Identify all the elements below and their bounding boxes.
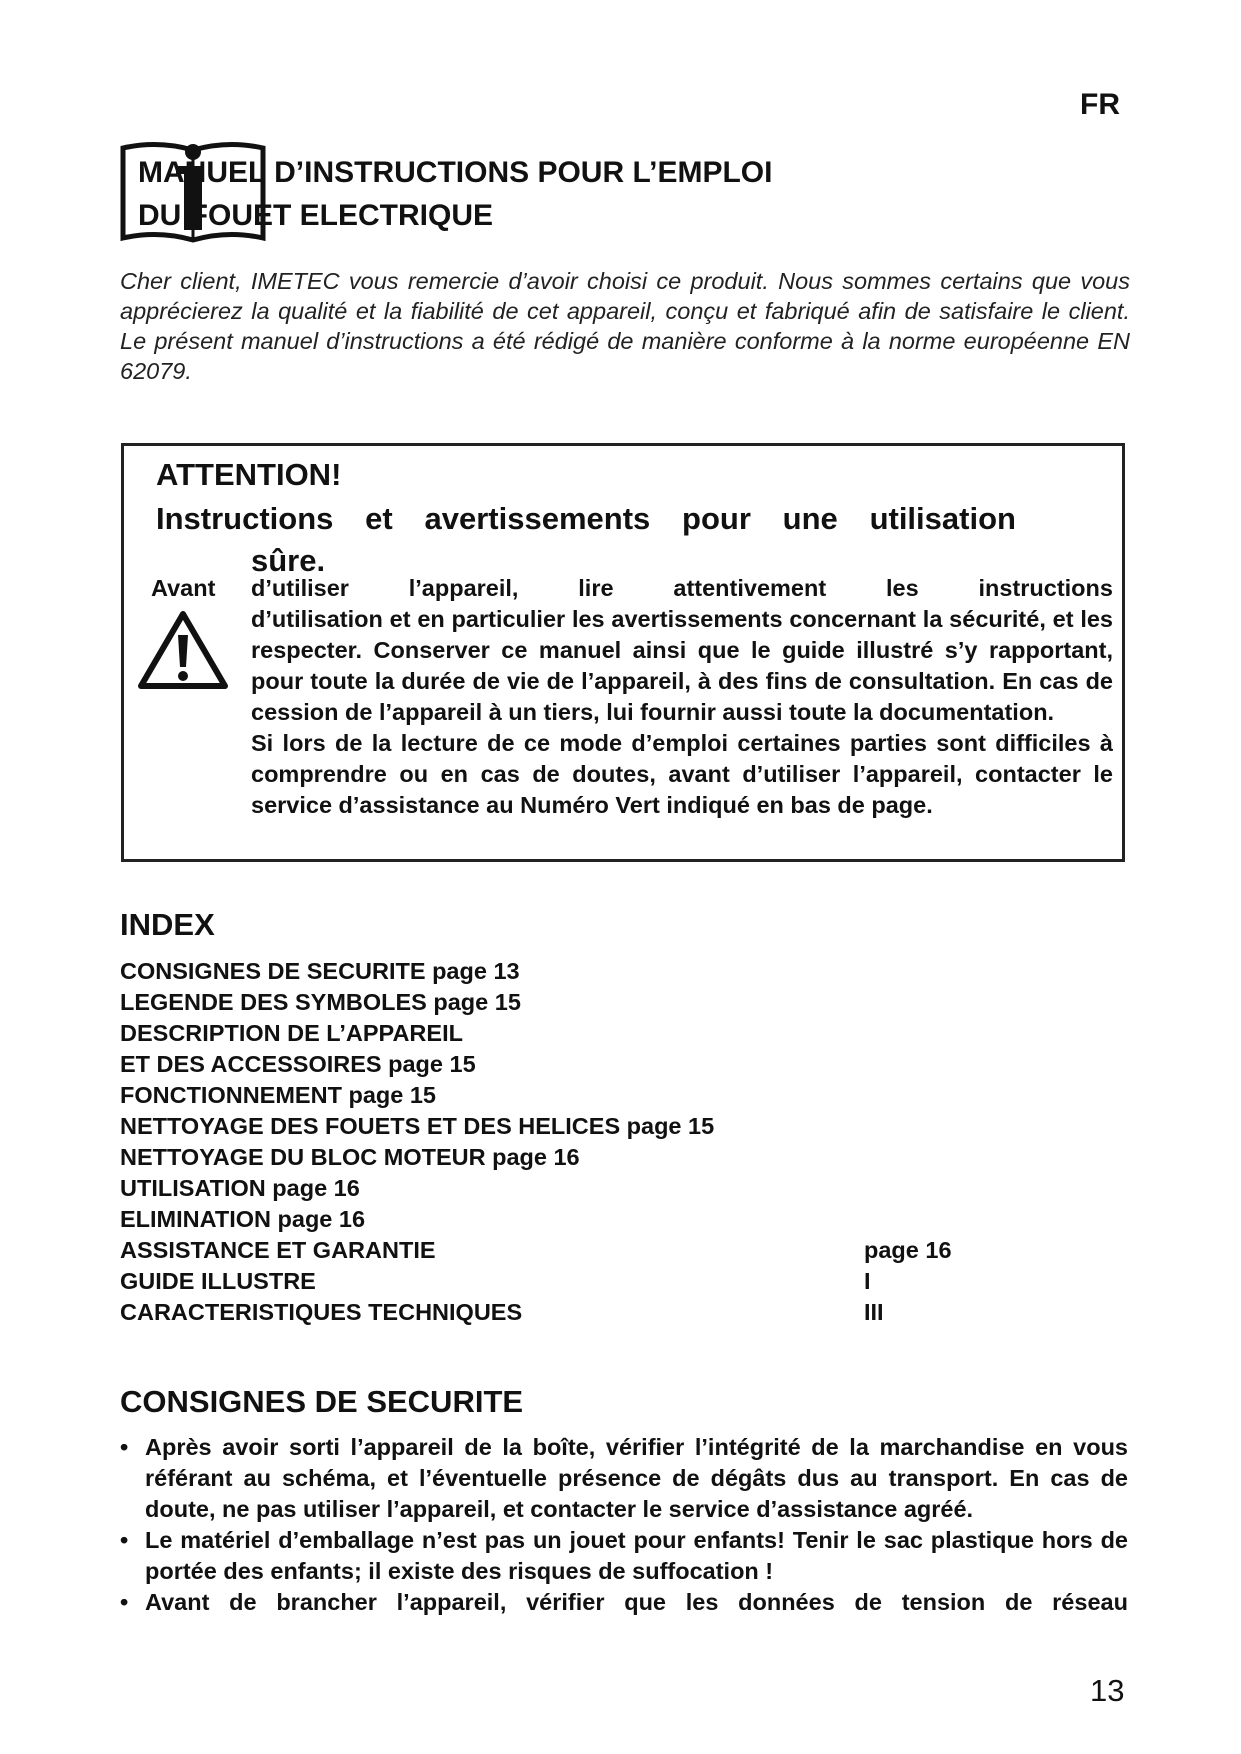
attention-subtitle-end: sûre. — [251, 543, 326, 578]
title-line-2: DU FOUET ELECTRIQUE — [138, 199, 494, 232]
page-number: 13 — [1090, 1673, 1125, 1708]
index-entry: CONSIGNES DE SECURITE page 13 — [120, 958, 520, 984]
index-entry: FONCTIONNEMENT page 15 — [120, 1082, 436, 1108]
safety-bullet — [120, 1432, 1128, 1525]
lead-word: les — [885, 575, 919, 601]
bullet-text: Après avoir sorti l’appareil de la boîte, vérifier l’intégrité de la marchandise en vous référant au schéma, et l’éventuelle présence de dégâts dus au transport. En cas de doute, ne pas utiliser l’appareil, et contacter le service d’assistance agréé. — [145, 1434, 1128, 1522]
attention-heading: ATTENTION! — [156, 457, 342, 492]
attention-lead-line — [251, 573, 1113, 604]
bullet-word: réseau — [1052, 1589, 1128, 1615]
index-row — [120, 956, 1000, 987]
index-entry: NETTOYAGE DES FOUETS ET DES HELICES page 15 — [120, 1113, 715, 1139]
index-row — [120, 1049, 1000, 1080]
attention-body — [251, 573, 1113, 821]
bullet-last-line — [145, 1587, 1128, 1618]
bullet-dot: • — [120, 1434, 129, 1460]
safety-list — [120, 1432, 1128, 1618]
attention-paragraph-1: d’utilisation et en particulier les avertissements concernant la sécurité, et les respecter. Conserver ce manuel ainsi que le guide illustré s’y rapportant, pour toute la durée de vie de l’appareil, à des fins de consultation. En cas de cession de l’appareil à un tiers, lui fournir aussi toute la documentation. — [251, 606, 1113, 725]
index-row — [120, 1266, 1000, 1297]
attention-subtitle-line — [156, 498, 1016, 540]
index-entry: ET DES ACCESSOIRES page 15 — [120, 1051, 476, 1077]
index-page-ref: III — [864, 1299, 884, 1325]
index-row — [120, 987, 1000, 1018]
index-entry: DESCRIPTION DE L’APPAREIL — [120, 1020, 463, 1046]
index-row — [120, 1297, 1000, 1328]
index-entry: LEGENDE DES SYMBOLES page 15 — [120, 989, 521, 1015]
attention-paragraph-2: Si lors de la lecture de ce mode d’emploi certaines parties sont difficiles à comprendre ou en cas de doutes, avant d’utiliser l’appareil, contacter le service d’assistance au Numéro Vert indiqué en bas de page. — [251, 730, 1113, 818]
safety-title: CONSIGNES DE SECURITE — [120, 1384, 524, 1419]
bullet-word: brancher — [276, 1589, 377, 1615]
index-entry: ASSISTANCE ET GARANTIE — [120, 1237, 436, 1263]
bullet-word: données — [738, 1589, 835, 1615]
index-entry: CARACTERISTIQUES TECHNIQUES — [120, 1299, 523, 1325]
intro-paragraph: Cher client, IMETEC vous remercie d’avoir choisi ce produit. Nous sommes certains que vous apprécierez la qualité et la fiabilité de cet appareil, conçu et fabriqué afin de satisfaire le client. Le présent manuel d’instructions a été rédigé de manière conforme à la norme européenne EN 62079. — [120, 268, 1130, 384]
bullet-word: de — [1004, 1589, 1033, 1615]
attention-box — [121, 443, 1125, 862]
bullet-text: Le matériel d’emballage n’est pas un jouet pour enfants! Tenir le sac plastique hors de portée des enfants; il existe des risques de suffocation ! — [145, 1527, 1128, 1584]
bullet-word: tension — [901, 1589, 986, 1615]
index-row — [120, 1204, 1000, 1235]
index-row — [120, 1142, 1000, 1173]
index-row — [120, 1111, 1000, 1142]
attention-subtitle — [156, 498, 1016, 582]
index-entry: UTILISATION page 16 — [120, 1175, 360, 1201]
index-page-ref: page 16 — [864, 1237, 952, 1263]
index-list — [120, 956, 1000, 1328]
safety-bullet — [120, 1587, 1128, 1618]
bullet-word: de — [854, 1589, 882, 1615]
index-entry: NETTOYAGE DU BLOC MOTEUR page 16 — [120, 1144, 580, 1170]
index-entry: ELIMINATION page 16 — [120, 1206, 366, 1232]
title-line-1: MANUEL D’INSTRUCTIONS POUR L’EMPLOI — [138, 156, 773, 189]
index-title: INDEX — [120, 907, 215, 942]
language-label: FR — [1080, 88, 1120, 121]
index-row — [120, 1235, 1000, 1266]
index-row — [120, 1173, 1000, 1204]
index-row — [120, 1018, 1000, 1049]
warning-triangle-icon — [136, 609, 230, 691]
bullet-dot: • — [120, 1589, 129, 1615]
index-page-ref: I — [864, 1268, 871, 1294]
subtitle-word: avertissements — [424, 501, 651, 536]
manual-title — [120, 138, 920, 244]
lead-word: l’appareil, — [408, 575, 519, 601]
subtitle-word: pour — [682, 501, 751, 536]
bullet-word: les — [685, 1589, 719, 1615]
bullet-word: vérifier — [526, 1589, 605, 1615]
lead-word: attentivement — [673, 575, 827, 601]
bullet-word: de — [229, 1589, 257, 1615]
subtitle-word: une — [782, 501, 838, 536]
index-row — [120, 1080, 1000, 1111]
safety-bullet — [120, 1525, 1128, 1587]
bullet-word: l’appareil, — [396, 1589, 507, 1615]
title-text — [138, 151, 772, 237]
avant-label: Avant — [151, 575, 216, 601]
subtitle-word: utilisation — [869, 501, 1016, 536]
bullet-dot: • — [120, 1527, 129, 1553]
bullet-word: que — [624, 1589, 666, 1615]
subtitle-word: et — [365, 501, 393, 536]
lead-word: d’utiliser — [251, 575, 349, 601]
lead-word: instructions — [978, 575, 1113, 601]
subtitle-word: Instructions — [156, 501, 334, 536]
lead-word: lire — [578, 575, 614, 601]
bullet-word: Avant — [145, 1589, 210, 1615]
index-entry: GUIDE ILLUSTRE — [120, 1268, 316, 1294]
